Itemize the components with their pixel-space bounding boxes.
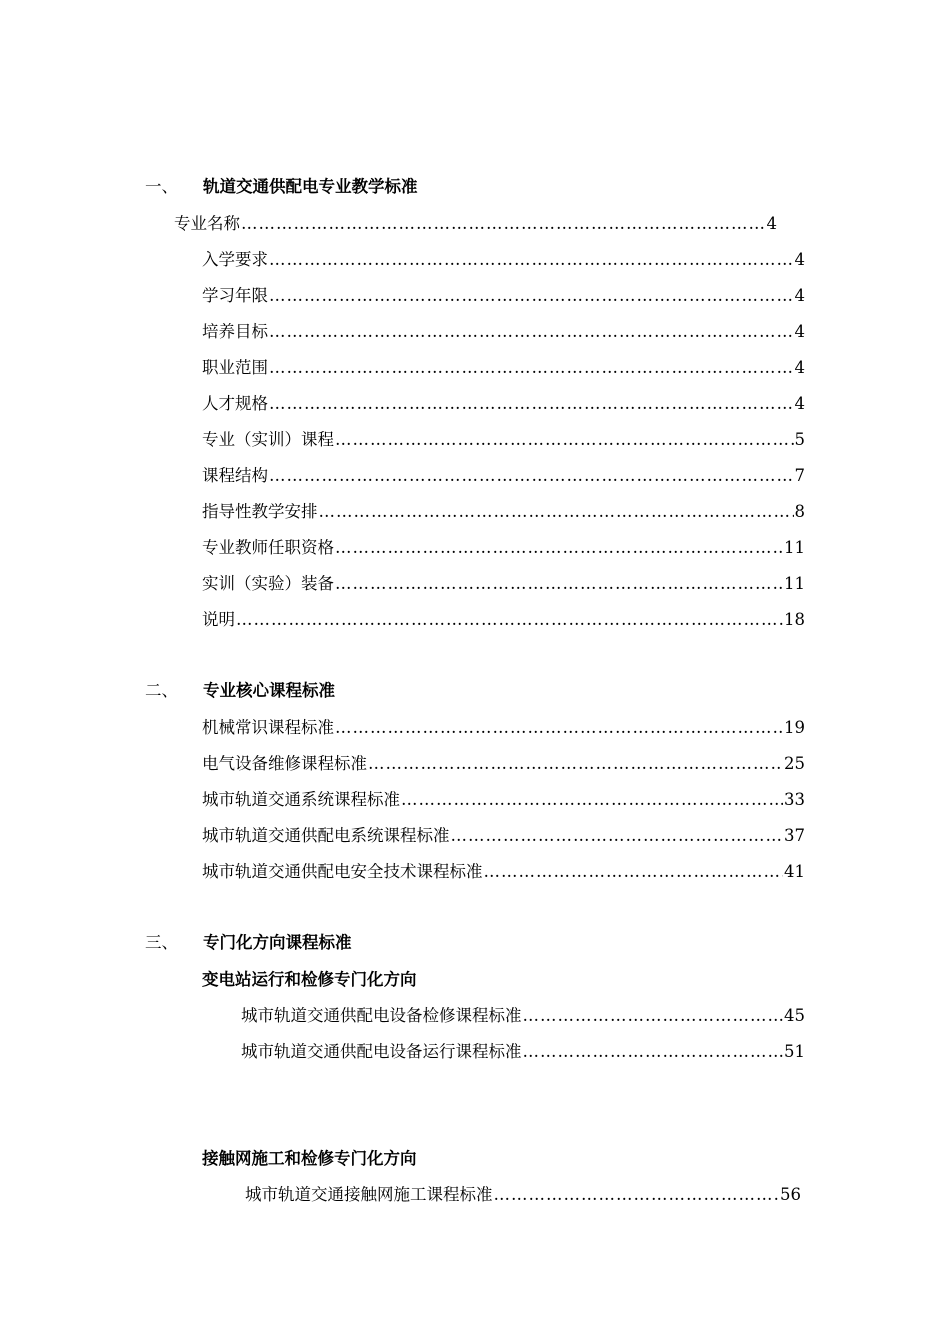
toc-leader-dots — [451, 824, 784, 848]
toc-entry-page: 45 — [784, 1006, 805, 1025]
toc-leader-dots — [484, 860, 784, 884]
toc-entry-label: 人才规格 — [202, 394, 268, 413]
toc-leader-dots — [236, 608, 783, 632]
toc-entry-page: 51 — [784, 1042, 805, 1061]
toc-leader-dots — [335, 428, 794, 452]
toc-entry-label: 城市轨道交通系统课程标准 — [202, 790, 400, 809]
toc-entry[interactable] — [202, 320, 805, 344]
toc-entry[interactable] — [202, 752, 805, 776]
toc-entry-page: 4 — [794, 286, 805, 305]
toc-entry-label: 专业（实训）课程 — [202, 430, 334, 449]
toc-leader-dots — [335, 536, 783, 560]
toc-entry[interactable] — [202, 500, 805, 524]
toc-entry-page: 41 — [784, 862, 805, 881]
toc-leader-dots — [241, 212, 766, 236]
toc-entry[interactable] — [202, 536, 805, 560]
section-3-heading — [145, 931, 645, 955]
section-3-number: 三、 — [145, 933, 178, 952]
toc-entry[interactable] — [202, 428, 805, 452]
toc-leader-dots — [269, 356, 794, 380]
toc-entry[interactable] — [202, 248, 805, 272]
toc-leader-dots — [523, 1004, 784, 1028]
toc-leader-dots — [494, 1183, 780, 1207]
toc-entry-page: 56 — [780, 1185, 801, 1204]
section-2-number: 二、 — [145, 681, 178, 700]
subsection-heading — [202, 1147, 702, 1171]
subsection-heading — [202, 968, 702, 992]
toc-entry-label: 实训（实验）装备 — [202, 574, 334, 593]
toc-entry[interactable] — [202, 824, 805, 848]
toc-entry-label: 培养目标 — [202, 322, 268, 341]
toc-entry-page: 4 — [794, 322, 805, 341]
toc-entry[interactable] — [202, 716, 805, 740]
toc-leader-dots — [269, 392, 794, 416]
toc-entry[interactable] — [241, 1040, 805, 1064]
toc-entry-page: 11 — [784, 574, 805, 593]
toc-entry-label: 专业名称 — [174, 214, 240, 233]
section-1-title: 轨道交通供配电专业教学标准 — [203, 177, 418, 196]
toc-entry-label: 城市轨道交通供配电设备运行课程标准 — [241, 1042, 522, 1061]
toc-leader-dots — [269, 248, 794, 272]
toc-leader-dots — [335, 572, 783, 596]
toc-entry[interactable] — [245, 1183, 801, 1207]
toc-leader-dots — [269, 464, 794, 488]
toc-entry-page: 4 — [794, 358, 805, 377]
toc-entry-page: 33 — [784, 790, 805, 809]
toc-leader-dots — [335, 716, 783, 740]
toc-entry-label: 入学要求 — [202, 250, 268, 269]
toc-entry-label: 课程结构 — [202, 466, 268, 485]
toc-leader-dots — [269, 320, 794, 344]
toc-leader-dots — [368, 752, 783, 776]
toc-leader-dots — [401, 788, 783, 812]
toc-leader-dots — [523, 1040, 784, 1064]
toc-entry[interactable] — [174, 212, 777, 236]
toc-entry[interactable] — [202, 464, 805, 488]
toc-entry-page: 37 — [784, 826, 805, 845]
toc-entry-label: 城市轨道交通供配电安全技术课程标准 — [202, 862, 483, 881]
toc-entry-label: 指导性教学安排 — [202, 502, 318, 521]
toc-entry-page: 11 — [784, 538, 805, 557]
toc-entry-page: 4 — [794, 394, 805, 413]
toc-entry-label: 机械常识课程标准 — [202, 718, 334, 737]
toc-entry-page: 4 — [766, 214, 777, 233]
toc-entry[interactable] — [202, 608, 805, 632]
toc-entry-page: 5 — [794, 430, 805, 449]
section-1-number: 一、 — [145, 177, 178, 196]
toc-entry[interactable] — [202, 788, 805, 812]
section-2-heading — [145, 679, 645, 703]
toc-entry-page: 7 — [794, 466, 805, 485]
subsection-title: 接触网施工和检修专门化方向 — [202, 1149, 417, 1168]
toc-entry-page: 4 — [794, 250, 805, 269]
toc-entry[interactable] — [202, 356, 805, 380]
toc-entry-label: 城市轨道交通接触网施工课程标准 — [245, 1185, 493, 1204]
toc-entry-label: 学习年限 — [202, 286, 268, 305]
toc-entry[interactable] — [202, 284, 805, 308]
section-1-heading — [145, 175, 645, 199]
toc-entry[interactable] — [241, 1004, 805, 1028]
toc-entry[interactable] — [202, 392, 805, 416]
toc-entry-label: 电气设备维修课程标准 — [202, 754, 367, 773]
toc-entry-label: 说明 — [202, 610, 235, 629]
toc-leader-dots — [319, 500, 794, 524]
toc-leader-dots — [269, 284, 794, 308]
section-2-title: 专业核心课程标准 — [203, 681, 335, 700]
toc-entry-page: 25 — [784, 754, 805, 773]
toc-entry-page: 19 — [784, 718, 805, 737]
section-3-title: 专门化方向课程标准 — [203, 933, 352, 952]
toc-entry[interactable] — [202, 572, 805, 596]
subsection-title: 变电站运行和检修专门化方向 — [202, 970, 417, 989]
toc-entry-label: 职业范围 — [202, 358, 268, 377]
toc-entry-label: 专业教师任职资格 — [202, 538, 334, 557]
toc-entry-page: 18 — [784, 610, 805, 629]
toc-entry-label: 城市轨道交通供配电系统课程标准 — [202, 826, 450, 845]
toc-entry-label: 城市轨道交通供配电设备检修课程标准 — [241, 1006, 522, 1025]
toc-entry-page: 8 — [794, 502, 805, 521]
toc-entry[interactable] — [202, 860, 805, 884]
